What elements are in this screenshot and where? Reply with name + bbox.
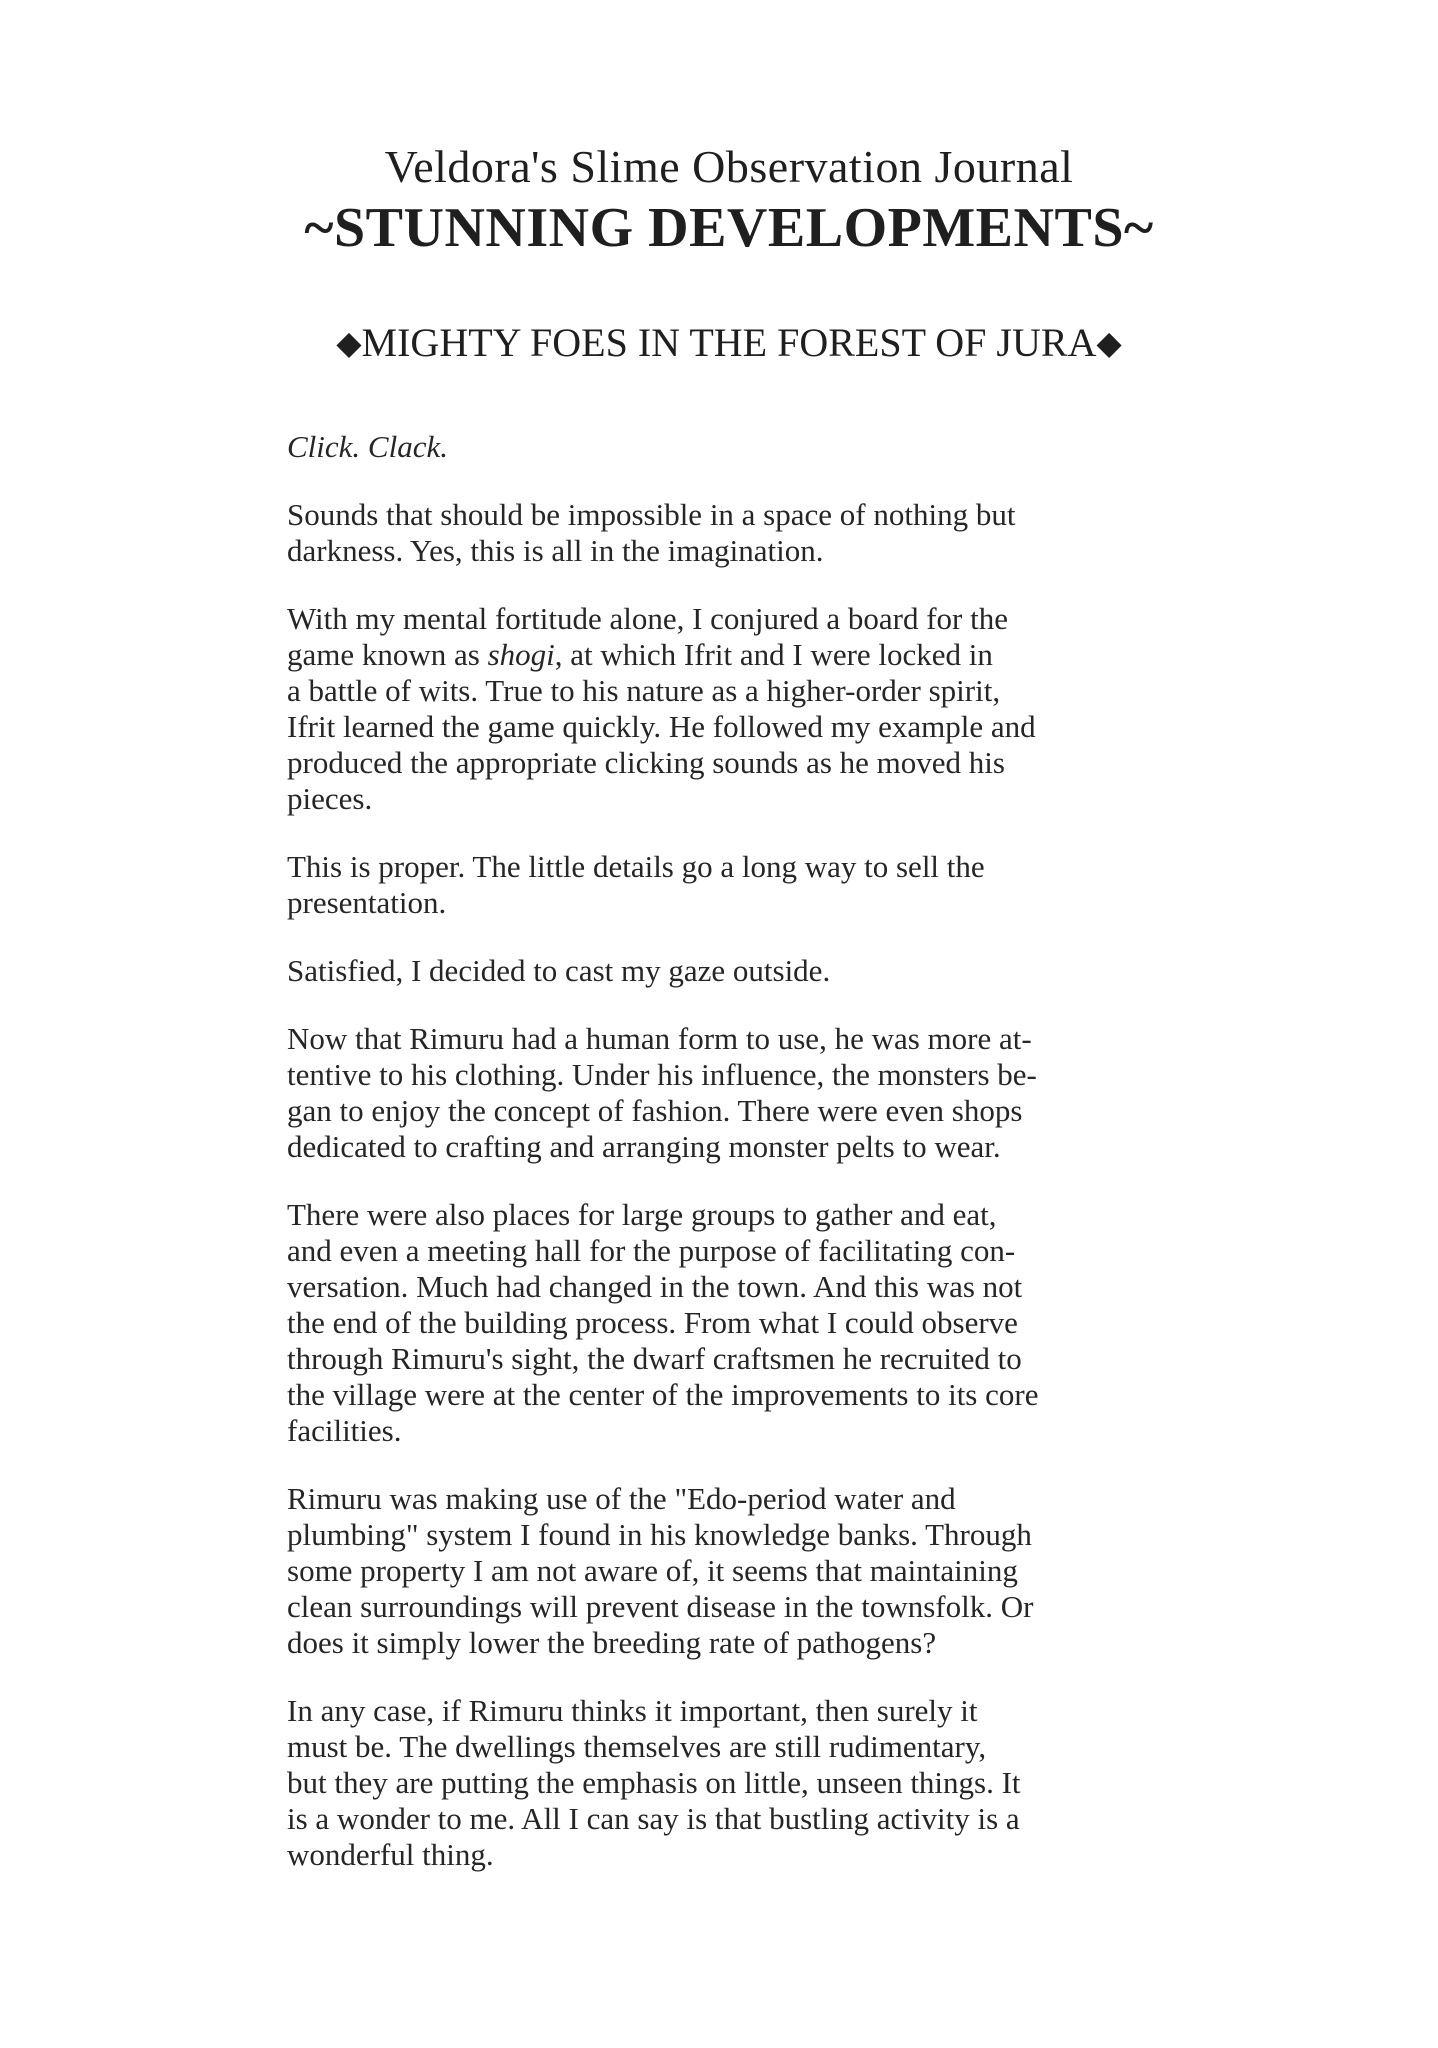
text-line: Sounds that should be impossible in a space of nothing but bbox=[287, 497, 1016, 532]
text-segment: , at which Ifrit and I were locked in bbox=[554, 637, 993, 672]
chapter-title bbox=[287, 138, 1171, 260]
diamond-icon: ◆ bbox=[1096, 326, 1122, 362]
paragraph bbox=[287, 601, 1171, 817]
text-line: the village were at the center of the improvements to its core bbox=[287, 1377, 1039, 1412]
text-line bbox=[287, 637, 1171, 673]
text-line: This is proper. The little details go a long way to sell the bbox=[287, 849, 985, 884]
text-line: Click. Clack. bbox=[287, 429, 448, 464]
text-line: There were also places for large groups to gather and eat, bbox=[287, 1197, 997, 1232]
text-line: plumbing" system I found in his knowledge banks. Through bbox=[287, 1517, 1032, 1552]
text-line: presentation. bbox=[287, 885, 447, 920]
text-line: Satisfied, I decided to cast my gaze outside. bbox=[287, 953, 831, 988]
text-line: and even a meeting hall for the purpose of facilitating con- bbox=[287, 1233, 1016, 1268]
text-line: a battle of wits. True to his nature as a higher-order spirit, bbox=[287, 673, 1001, 708]
text-line: is a wonder to me. All I can say is that bustling activity is a bbox=[287, 1801, 1020, 1836]
text-line: through Rimuru's sight, the dwarf craftsmen he recruited to bbox=[287, 1341, 1022, 1376]
text-line: darkness. Yes, this is all in the imagination. bbox=[287, 533, 824, 568]
chapter-title-line2: ~STUNNING DEVELOPMENTS~ bbox=[304, 197, 1154, 259]
text-line: facilities. bbox=[287, 1413, 402, 1448]
body-text bbox=[287, 429, 1171, 1873]
text-line: pieces. bbox=[287, 781, 373, 816]
paragraph bbox=[287, 953, 1171, 989]
text-line: Rimuru was making use of the "Edo-period water and bbox=[287, 1481, 956, 1516]
paragraph bbox=[287, 849, 1171, 921]
italic-word: shogi bbox=[487, 637, 555, 672]
text-line: wonderful thing. bbox=[287, 1837, 494, 1872]
text-line: clean surroundings will prevent disease in the townsfolk. Or bbox=[287, 1589, 1034, 1624]
text-line: some property I am not aware of, it seems that maintaining bbox=[287, 1553, 1018, 1588]
chapter-title-line1: Veldora's Slime Observation Journal bbox=[384, 141, 1074, 192]
paragraph bbox=[287, 1021, 1171, 1165]
text-line: versation. Much had changed in the town. And this was not bbox=[287, 1269, 1023, 1304]
text-line: produced the appropriate clicking sounds as he moved his bbox=[287, 745, 1005, 780]
text-line: With my mental fortitude alone, I conjured a board for the bbox=[287, 601, 1008, 636]
text-line: but they are putting the emphasis on little, unseen things. It bbox=[287, 1765, 1021, 1800]
paragraph bbox=[287, 1693, 1171, 1873]
text-line: the end of the building process. From what I could observe bbox=[287, 1305, 1018, 1340]
paragraph bbox=[287, 497, 1171, 569]
text-line: In any case, if Rimuru thinks it important, then surely it bbox=[287, 1693, 978, 1728]
text-line: dedicated to crafting and arranging monster pelts to wear. bbox=[287, 1129, 1001, 1164]
text-line: must be. The dwellings themselves are still rudimentary, bbox=[287, 1729, 987, 1764]
text-line: Ifrit learned the game quickly. He followed my example and bbox=[287, 709, 1036, 744]
text-line: tentive to his clothing. Under his influence, the monsters be- bbox=[287, 1057, 1037, 1092]
text-segment: game known as bbox=[287, 637, 488, 672]
text-line: gan to enjoy the concept of fashion. There were even shops bbox=[287, 1093, 1023, 1128]
text-line: Now that Rimuru had a human form to use, he was more at- bbox=[287, 1021, 1032, 1056]
paragraph bbox=[287, 429, 1171, 465]
paragraph bbox=[287, 1197, 1171, 1449]
text-line: does it simply lower the breeding rate of pathogens? bbox=[287, 1625, 937, 1660]
section-heading-text: MIGHTY FOES IN THE FOREST OF JURA bbox=[361, 320, 1097, 365]
diamond-icon: ◆ bbox=[336, 326, 362, 362]
text-column bbox=[287, 0, 1171, 1873]
paragraph bbox=[287, 1481, 1171, 1661]
section-heading bbox=[287, 318, 1171, 371]
